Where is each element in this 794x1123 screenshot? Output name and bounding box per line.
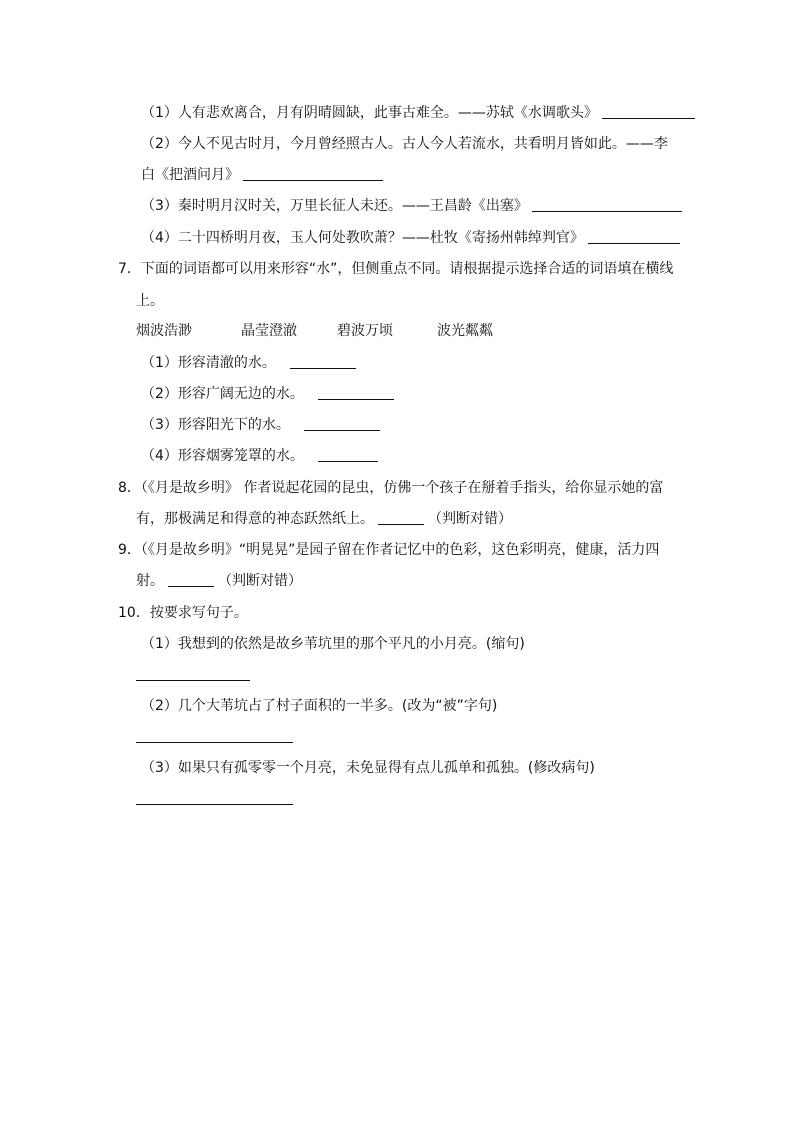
word-option: 波光粼粼: [437, 323, 493, 339]
q10-item-3: （3）如果只有孤零零一个月亮，未免显得有点儿孤单和孤独。(修改病句): [141, 760, 595, 776]
q10-item-2: （2）几个大苇坑占了村子面积的一半多。(改为“被”字句): [141, 698, 498, 714]
q7-stem: 7．下面的词语都可以用来形容“水”，但侧重点不同。请根据提示选择合适的词语填在横线: [118, 261, 674, 277]
q6-item-2-cont-text: 白《把酒问月》: [141, 167, 239, 183]
answer-blank[interactable]: [304, 416, 380, 431]
q6-item-1-text: （1）人有悲欢离合，月有阴晴圆缺，此事古难全。——苏轼《水调歌头》: [141, 105, 598, 121]
answer-blank[interactable]: [136, 728, 293, 743]
q7-stem-cont: 上。: [136, 293, 164, 309]
answer-blank[interactable]: [318, 385, 394, 400]
q7-item-4-text: （4）形容烟雾笼罩的水。: [141, 448, 304, 464]
answer-blank[interactable]: [136, 666, 250, 681]
answer-blank[interactable]: [243, 166, 383, 181]
q8-line-1: 8．（《月是故乡明》 作者说起花园的昆虫，仿佛一个孩子在掰着手指头，给你显示她的富: [118, 480, 664, 496]
q8-judge-note: （判断对错）: [428, 511, 512, 527]
q7-item-1-text: （1）形容清澈的水。: [141, 355, 276, 371]
answer-blank[interactable]: [378, 510, 424, 525]
q9-line-1: 9．（《月是故乡明》“明晃晃”是园子留在作者记忆中的色彩，这色彩明亮，健康，活力四: [118, 542, 660, 558]
answer-blank[interactable]: [532, 197, 682, 212]
q7-item-2-text: （2）形容广阔无边的水。: [141, 386, 304, 402]
q6-item-2-text: （2）今人不见古时月，今月曾经照古人。古人今人若流水，共看明月皆如此。——李: [141, 136, 668, 152]
q8-line-2: [136, 509, 512, 529]
answer-blank[interactable]: [602, 104, 695, 119]
q6-item-3: [141, 196, 682, 216]
q9-line-2: [136, 571, 302, 591]
answer-blank[interactable]: [588, 229, 680, 244]
q7-item-2: [141, 384, 394, 404]
answer-blank[interactable]: [136, 790, 293, 805]
q7-item-3-text: （3）形容阳光下的水。: [141, 417, 290, 433]
word-option: 碧波万顷: [337, 323, 393, 339]
q10-item-1: （1）我想到的依然是故乡苇坑里的那个平凡的小月亮。(缩句): [141, 636, 525, 652]
q6-item-1: [141, 103, 695, 123]
q6-item-2-cont: [141, 165, 383, 185]
q6-item-4: [141, 228, 680, 248]
q8-line-2-text: 有，那极满足和得意的神态跃然纸上。: [136, 511, 374, 527]
q9-judge-note: （判断对错）: [218, 573, 302, 589]
word-option: 烟波浩渺: [136, 323, 192, 339]
answer-blank[interactable]: [168, 572, 214, 587]
q7-item-4: [141, 446, 378, 466]
word-option: 晶莹澄澈: [241, 323, 297, 339]
q7-item-3: [141, 415, 380, 435]
answer-blank[interactable]: [318, 447, 378, 462]
q9-line-2-text: 射。: [136, 573, 164, 589]
q10-stem: 10．按要求写句子。: [118, 605, 248, 621]
q6-item-4-text: （4）二十四桥明月夜，玉人何处教吹萧？——杜牧《寄扬州韩绰判官》: [141, 230, 584, 246]
answer-blank[interactable]: [290, 354, 356, 369]
q7-word-bank: [136, 321, 493, 341]
q6-item-3-text: （3）秦时明月汉时关，万里长征人未还。——王昌龄《出塞》: [141, 198, 528, 214]
q6-item-2: [141, 134, 668, 154]
q7-item-1: [141, 353, 356, 373]
